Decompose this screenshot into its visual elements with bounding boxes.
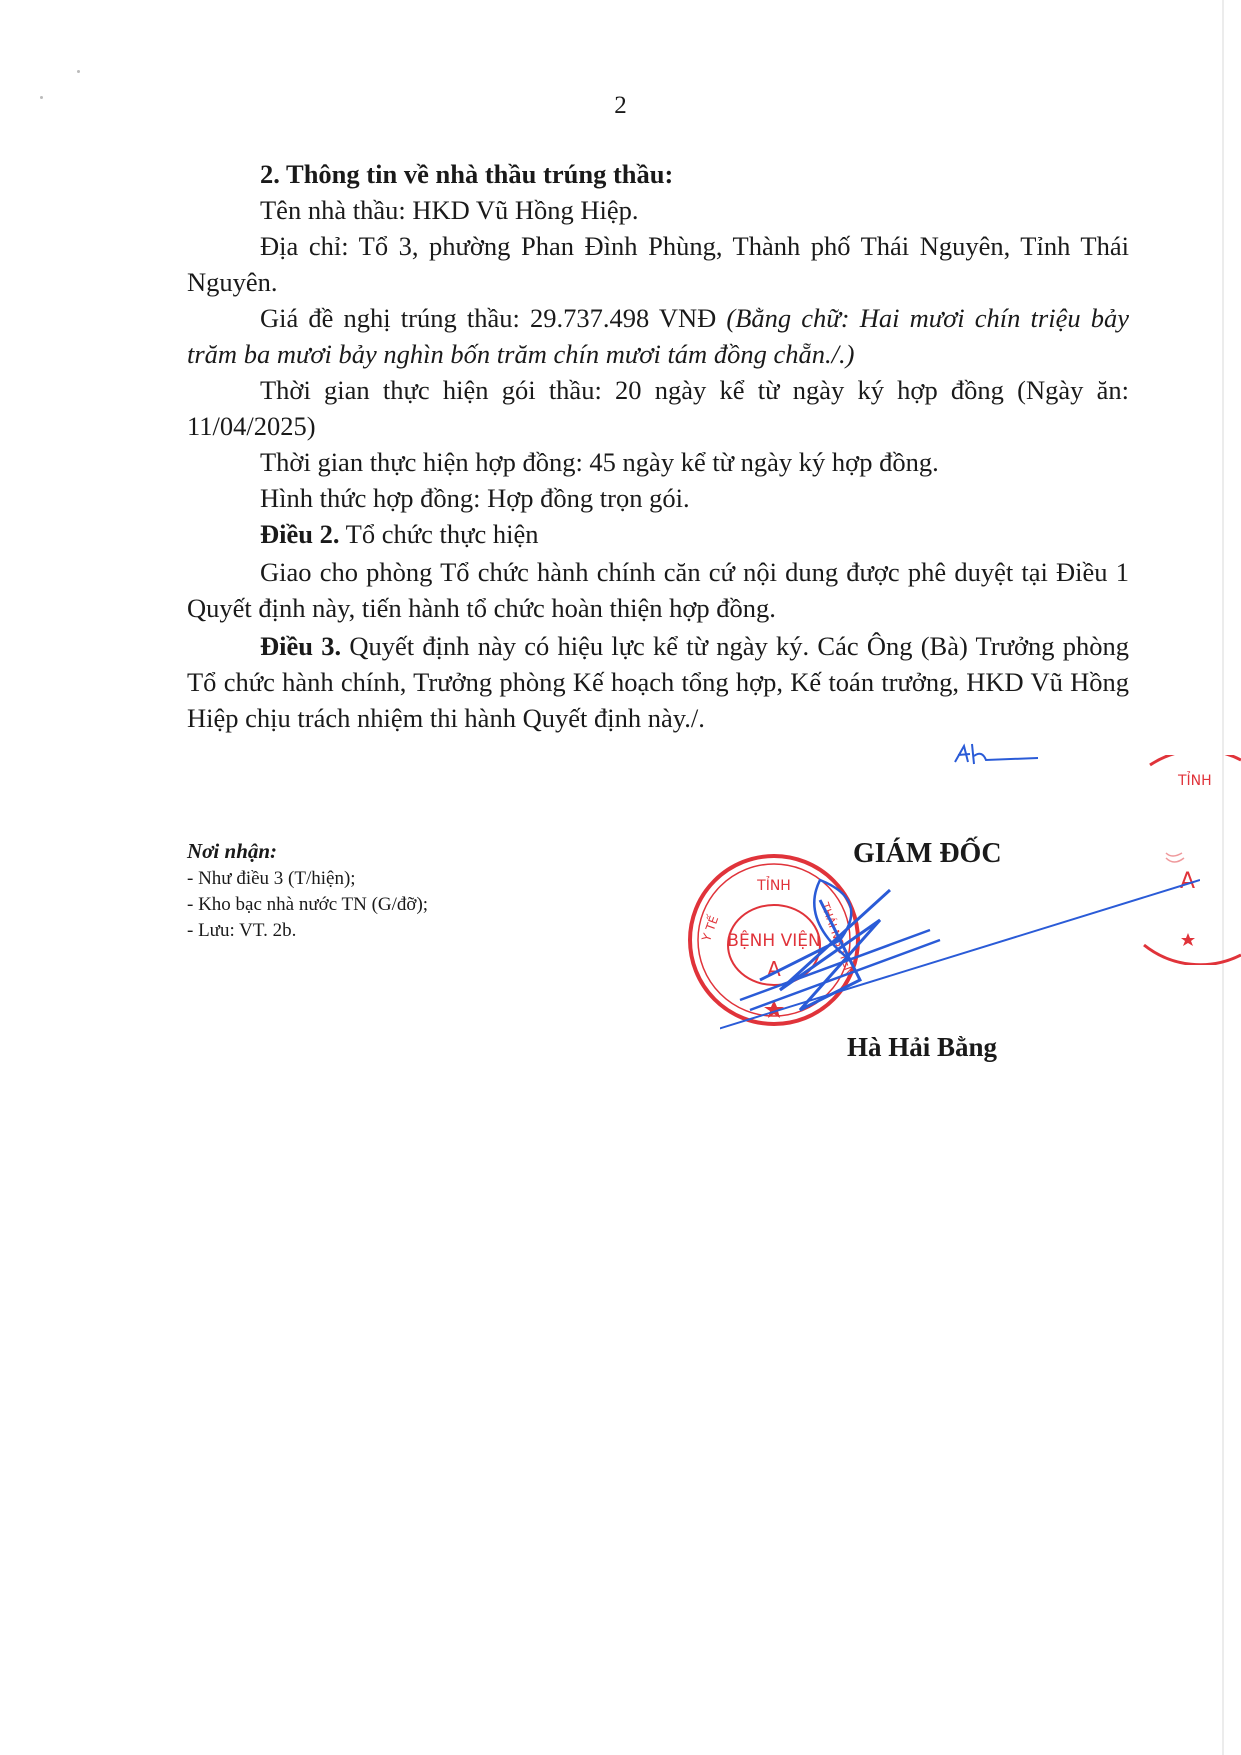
bid-price-value: Giá đề nghị trúng thầu: 29.737.498 VNĐ <box>260 303 727 333</box>
director-signature <box>720 860 1200 1060</box>
partial-seal-letter: A <box>1180 869 1196 894</box>
seal-center-text: BỆNH VIỆN <box>727 931 821 951</box>
page-number: 2 <box>614 92 627 119</box>
signer-name: Hà Hải Bằng <box>847 1032 998 1062</box>
recipient-item: - Kho bạc nhà nước TN (G/đỡ); <box>187 894 429 915</box>
seal-top-text: TỈNH <box>757 878 791 894</box>
recipient-item: - Lưu: VT. 2b. <box>187 920 297 941</box>
recipients <box>187 838 428 944</box>
seal-letter: A <box>767 957 781 981</box>
initial-mark <box>950 740 1040 770</box>
section-heading: 2. Thông tin về nhà thầu trúng thầu: <box>260 159 674 189</box>
document-body <box>187 156 1129 736</box>
article-3-label: Điều 3. <box>260 631 342 661</box>
contractor-name: Tên nhà thầu: HKD Vũ Hồng Hiệp. <box>260 195 639 225</box>
contractor-address: Địa chỉ: Tổ 3, phường Phan Đình Phùng, Thành phố Thái Nguyên, Tỉnh Thái Nguyên. <box>187 231 1129 297</box>
seal-arc-left: Y TẾ <box>699 913 722 944</box>
contract-form: Hình thức hợp đồng: Hợp đồng trọn gói. <box>260 483 690 513</box>
package-duration: Thời gian thực hiện gói thầu: 20 ngày kể từ ngày ký hợp đồng (Ngày ăn: 11/04/2025) <box>187 375 1129 441</box>
recipient-item: - Như điều 3 (T/hiện); <box>187 868 356 889</box>
contract-duration: Thời gian thực hiện hợp đồng: 45 ngày kể từ ngày ký hợp đồng. <box>260 447 939 477</box>
bid-price-words: (Bằng chữ: Hai mươi chín triệu bảy trăm ba mươi bảy nghìn bốn trăm chín mươi tám đồng chẵn./.) <box>187 303 1129 369</box>
partial-seal-top: TỈNH <box>1178 773 1212 789</box>
article-2-label: Điều 2. <box>260 519 340 549</box>
article-2-title: Tổ chức thực hiện <box>339 519 539 549</box>
recipients-title: Nơi nhận: <box>187 839 278 863</box>
article-2-text: Giao cho phòng Tổ chức hành chính căn cứ nội dung được phê duyệt tại Điều 1 Quyết định này, tiến hành tổ chức hoàn thiện hợp đồng. <box>187 557 1129 623</box>
article-3-text: Quyết định này có hiệu lực kể từ ngày ký. Các Ông (Bà) Trưởng phòng Tổ chức hành chính, Trưởng phòng Kế hoạch tổng hợp, Kế toán trưởng, HKD Vũ Hồng Hiệp chịu trách nhiệm thi hành Quyết định này./. <box>187 631 1129 733</box>
article-3 <box>187 628 1129 736</box>
bid-price <box>187 300 1129 372</box>
signer-title: GIÁM ĐỐC <box>853 838 1002 869</box>
article-2-heading <box>187 516 1129 552</box>
seal-arc-right: THÁI NGUYÊN <box>818 900 857 977</box>
scan-speck <box>77 70 80 73</box>
